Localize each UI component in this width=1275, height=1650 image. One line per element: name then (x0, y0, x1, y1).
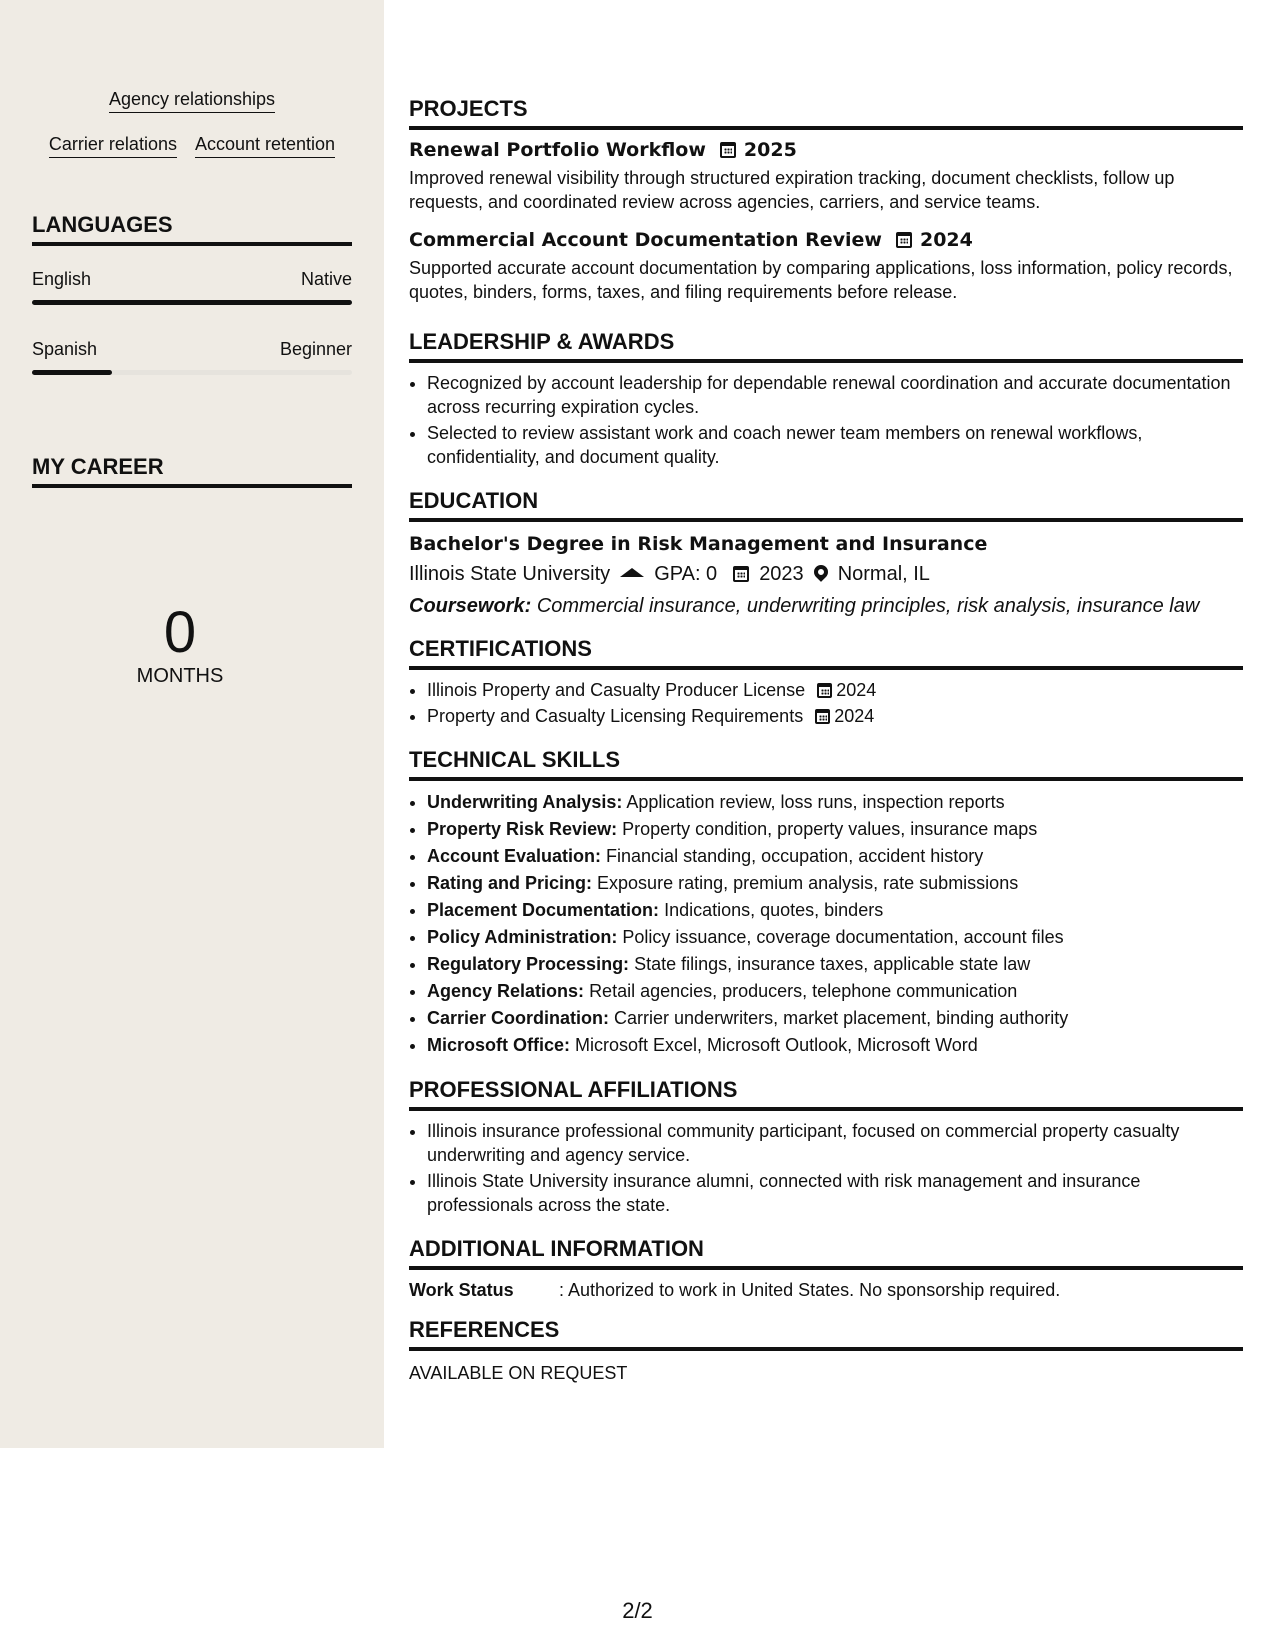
skill-item (427, 978, 1243, 1005)
references-section (409, 1317, 1243, 1385)
coursework (409, 592, 1243, 620)
skill-item (427, 1005, 1243, 1032)
career-unit: MONTHS (136, 665, 224, 687)
certification-name: • Illinois Property and Casualty Producer License (427, 680, 806, 700)
skill-item (427, 816, 1243, 843)
projects-section (409, 96, 1243, 304)
strength-tag: Carrier relations (49, 133, 177, 158)
skill-value: Indications, quotes, binders (664, 900, 884, 920)
calendar-icon (815, 709, 830, 724)
calendar-icon (733, 566, 749, 582)
certification-name: • Property and Casualty Licensing Requirements (427, 706, 804, 726)
certification-year: 2024 (836, 680, 877, 700)
project-description: Supported accurate account documentation by comparing applications, loss information, policy records, quotes, binders, forms, taxes, and filing requirements before release. (409, 258, 1233, 302)
page-number: 2/2 (622, 1598, 653, 1623)
skill-value: Exposure rating, premium analysis, rate submissions (597, 873, 1019, 893)
work-status-label: Work Status (409, 1280, 514, 1300)
strength-tag: Agency relationships (109, 88, 275, 113)
languages-heading: LANGUAGES (32, 212, 352, 246)
sidebar (0, 0, 384, 1448)
career-value: 0 (163, 600, 197, 665)
skill-value: Policy issuance, coverage documentation, account files (622, 927, 1064, 947)
affiliations-list (409, 1119, 1243, 1217)
coursework-text: Commercial insurance, underwriting principles, risk analysis, insurance law (536, 595, 1200, 617)
list-item: • Illinois insurance professional community participant, focused on commercial property casualty underwriting and agency service. (427, 1119, 1243, 1167)
section-title: PROJECTS (409, 96, 1243, 130)
skill-label: Agency Relations: (427, 981, 585, 1001)
list-item: • Illinois State University insurance alumni, connected with risk management and insurance professionals across the state. (427, 1169, 1243, 1217)
skill-item (427, 897, 1243, 924)
skill-item (427, 1032, 1243, 1059)
language-spanish (32, 338, 352, 375)
skill-label: Microsoft Office: (427, 1035, 571, 1055)
skills-list (409, 789, 1243, 1059)
language-name: English (32, 269, 92, 289)
career-heading: MY CAREER (32, 454, 352, 488)
project-title (409, 138, 1243, 162)
skill-label: Policy Administration: (427, 927, 618, 947)
certification-year: 2024 (834, 706, 875, 726)
language-name: Spanish (32, 339, 98, 359)
calendar-icon (817, 683, 832, 698)
school: Illinois State University (409, 563, 611, 585)
certification-item (427, 678, 1243, 702)
skill-value: State filings, insurance taxes, applicable state law (634, 954, 1031, 974)
skill-item (427, 951, 1243, 978)
skill-label: Underwriting Analysis: (427, 792, 623, 812)
list-item: • Recognized by account leadership for dependable renewal coordination and accurate documentation across recurring expiration cycles. (427, 371, 1243, 419)
project-year: 2024 (919, 229, 973, 251)
degree: Bachelor's Degree in Risk Management and Insurance (409, 533, 988, 555)
skill-label: Regulatory Processing: (427, 954, 630, 974)
location-pin-icon (811, 562, 831, 582)
language-level: Native (300, 269, 352, 289)
coursework-label: Coursework: (409, 595, 532, 617)
strength-tags-row-1 (32, 88, 352, 113)
references-text: AVAILABLE ON REQUEST (409, 1363, 628, 1383)
language-proficiency-bar (32, 300, 352, 305)
strength-tag: Account retention (195, 133, 335, 158)
gpa: GPA: 0 (654, 563, 718, 585)
skill-value: Financial standing, occupation, accident history (606, 846, 984, 866)
list-item: • Selected to review assistant work and coach newer team members on renewal workflows, confidentiality, and document quality. (427, 421, 1243, 469)
section-title: ADDITIONAL INFORMATION (409, 1236, 1243, 1270)
affiliations-section (409, 1077, 1243, 1219)
skill-label: Account Evaluation: (427, 846, 602, 866)
skill-label: Rating and Pricing: (427, 873, 593, 893)
skill-item (427, 924, 1243, 951)
graduation-year: 2023 (759, 563, 804, 585)
language-level: Beginner (279, 339, 352, 359)
skill-value: Carrier underwriters, market placement, binding authority (614, 1008, 1069, 1028)
work-status-row (409, 1278, 1243, 1302)
certifications-section (409, 636, 1243, 730)
skill-item (427, 843, 1243, 870)
location: Normal, IL (837, 563, 930, 585)
project-name: Commercial Account Documentation Review (409, 229, 882, 251)
skill-value: Microsoft Excel, Microsoft Outlook, Microsoft Word (575, 1035, 978, 1055)
skill-value: Retail agencies, producers, telephone communication (589, 981, 1018, 1001)
calendar-icon (896, 232, 912, 248)
leadership-section (409, 329, 1243, 471)
calendar-icon (720, 142, 736, 158)
career-duration (32, 602, 328, 688)
section-title: PROFESSIONAL AFFILIATIONS (409, 1077, 1243, 1111)
language-proficiency-bar (32, 370, 352, 375)
certifications-list (409, 678, 1243, 728)
work-status-value: : Authorized to work in United States. No sponsorship required. (559, 1280, 1061, 1300)
skill-label: Placement Documentation: (427, 900, 660, 920)
section-title: REFERENCES (409, 1317, 1243, 1351)
section-title: TECHNICAL SKILLS (409, 747, 1243, 781)
technical-skills-section (409, 747, 1243, 1059)
education-section (409, 488, 1243, 620)
project-title (409, 228, 1243, 252)
project-name: Renewal Portfolio Workflow (409, 139, 706, 161)
skill-label: Carrier Coordination: (427, 1008, 610, 1028)
skill-value: Property condition, property values, insurance maps (622, 819, 1038, 839)
skill-label: Property Risk Review: (427, 819, 618, 839)
section-title: LEADERSHIP & AWARDS (409, 329, 1243, 363)
language-proficiency-fill (32, 300, 352, 305)
skill-value: Application review, loss runs, inspection reports (626, 792, 1005, 812)
skill-item (427, 789, 1243, 816)
education-details (409, 560, 1243, 588)
project-description: Improved renewal visibility through structured expiration tracking, document checklists, follow up requests, and coordinated review across agencies, carriers, and service teams. (409, 168, 1175, 212)
language-proficiency-fill (32, 370, 112, 375)
leadership-list (409, 371, 1243, 469)
section-title: CERTIFICATIONS (409, 636, 1243, 670)
strength-tags-row-2 (32, 133, 352, 158)
graduation-cap-icon (620, 568, 644, 577)
project-year: 2025 (743, 139, 797, 161)
skill-item (427, 870, 1243, 897)
language-english (32, 268, 352, 305)
section-title: EDUCATION (409, 488, 1243, 522)
additional-information-section (409, 1236, 1243, 1302)
certification-item (427, 704, 1243, 728)
